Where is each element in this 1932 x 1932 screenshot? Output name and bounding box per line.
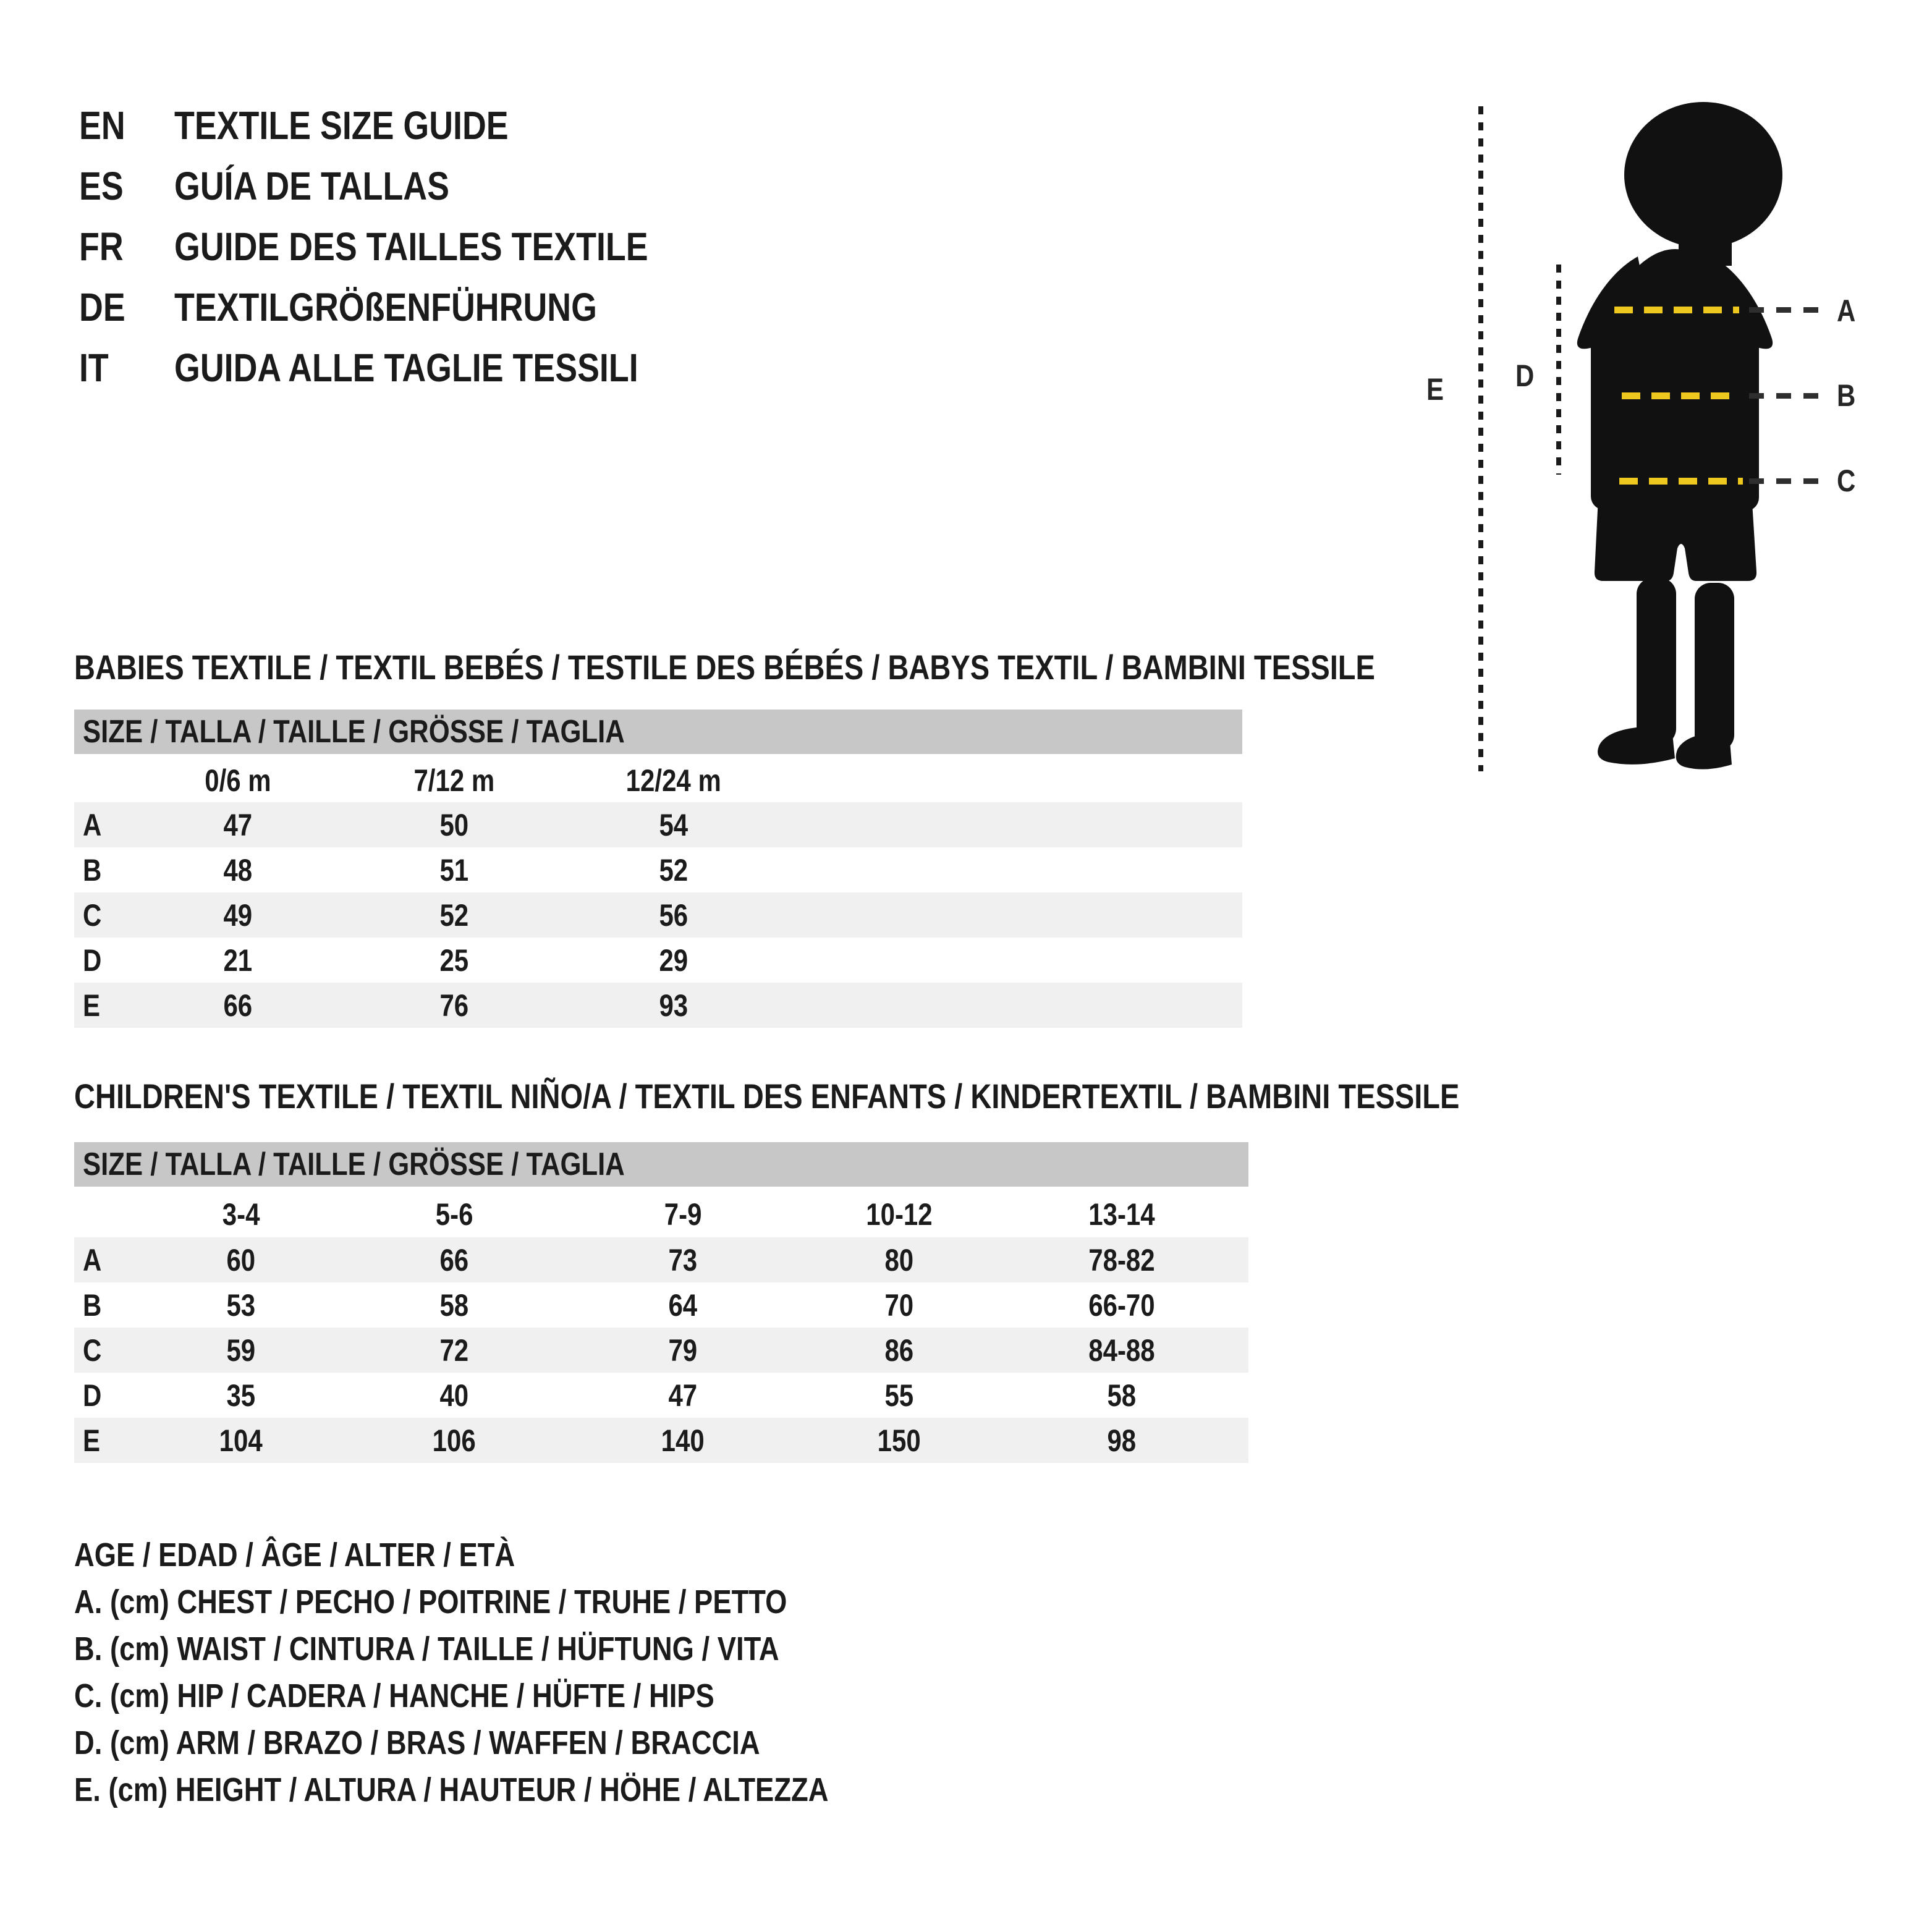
arm-measure-line: [1556, 265, 1561, 475]
table-cell: 48: [223, 852, 253, 888]
table-row: [74, 1328, 1248, 1373]
row-label: C: [83, 1332, 102, 1368]
table-row: [74, 1282, 1248, 1328]
silhouette-right-leg: [1695, 583, 1734, 751]
table-row: [74, 1237, 1248, 1282]
column-header: 0/6 m: [205, 763, 271, 798]
table-cell: 47: [668, 1378, 698, 1413]
table-cell: 35: [226, 1378, 256, 1413]
legend-line-chest: A. (cm) CHEST / PECHO / POITRINE / TRUHE / PETTO: [74, 1583, 787, 1621]
language-code: DE: [79, 285, 125, 329]
table-row: [74, 983, 1242, 1028]
column-header: 5-6: [435, 1197, 473, 1232]
chest-leader-line: [1749, 307, 1821, 313]
table-cell: 150: [877, 1423, 922, 1458]
label-hip: C: [1837, 464, 1856, 498]
table-cell: 52: [659, 852, 688, 888]
language-code: EN: [79, 103, 125, 148]
language-code: ES: [79, 164, 124, 208]
column-header: 7-9: [664, 1197, 702, 1232]
row-label: E: [83, 1423, 101, 1458]
table-cell: 53: [226, 1287, 256, 1323]
table-cell: 80: [884, 1242, 914, 1277]
table-cell: 21: [223, 943, 253, 978]
table-cell: 59: [226, 1332, 256, 1368]
table-cell: 66: [223, 988, 253, 1023]
row-label: C: [83, 897, 102, 933]
table-cell: 52: [439, 897, 469, 933]
table-cell: 58: [1107, 1378, 1137, 1413]
silhouette-right-shoe: [1676, 734, 1732, 769]
table-cell: 106: [432, 1423, 477, 1458]
hip-measure-line: [1619, 478, 1743, 485]
legend-line-arm: D. (cm) ARM / BRAZO / BRAS / WAFFEN / BRACCIA: [74, 1724, 760, 1761]
silhouette-left-leg: [1637, 578, 1676, 745]
hip-leader-line: [1749, 478, 1821, 484]
legend-line-hip: C. (cm) HIP / CADERA / HANCHE / HÜFTE / HIPS: [74, 1677, 714, 1714]
table-row: [74, 1418, 1248, 1463]
row-label: B: [83, 852, 102, 888]
children-size-table: [74, 1192, 1248, 1463]
waist-leader-line: [1749, 393, 1821, 399]
column-header: 3-4: [222, 1197, 260, 1232]
language-code: FR: [79, 224, 124, 269]
table-cell: 72: [439, 1332, 469, 1368]
table-cell: 76: [439, 988, 469, 1023]
table-cell: 60: [226, 1242, 256, 1277]
language-title: GUIDE DES TAILLES TEXTILE: [174, 224, 648, 269]
language-title: TEXTILE SIZE GUIDE: [174, 103, 509, 148]
table-cell: 78-82: [1088, 1242, 1155, 1277]
silhouette-left-shoe: [1598, 727, 1675, 765]
label-height: E: [1426, 372, 1444, 407]
row-label: E: [83, 988, 101, 1023]
table-cell: 54: [659, 807, 688, 842]
table-cell: 40: [439, 1378, 469, 1413]
babies-section-title: BABIES TEXTILE / TEXTIL BEBÉS / TESTILE DES BÉBÉS / BABYS TEXTIL / BAMBINI TESSILE: [74, 648, 1375, 687]
table-cell: 98: [1107, 1423, 1137, 1458]
children-size-header-text: SIZE / TALLA / TAILLE / GRÖSSE / TAGLIA: [83, 1146, 625, 1182]
table-cell: 79: [668, 1332, 698, 1368]
table-row: [74, 802, 1242, 847]
babies-size-header-bar: [74, 710, 1242, 754]
row-label: D: [83, 943, 102, 978]
row-label: A: [83, 1242, 102, 1277]
legend-line-height: E. (cm) HEIGHT / ALTURA / HAUTEUR / HÖHE / ALTEZZA: [74, 1771, 829, 1808]
table-cell: 29: [659, 943, 688, 978]
table-cell: 70: [884, 1287, 914, 1323]
babies-size-table: [74, 759, 1242, 1028]
table-cell: 66-70: [1088, 1287, 1155, 1323]
table-cell: 104: [219, 1423, 263, 1458]
table-cell: 64: [668, 1287, 698, 1323]
row-label: A: [83, 807, 102, 842]
language-code: IT: [79, 345, 109, 390]
children-section-title: CHILDREN'S TEXTILE / TEXTIL NIÑO/A / TEXTIL DES ENFANTS / KINDERTEXTIL / BAMBINI TESSILE: [74, 1077, 1460, 1116]
language-title: GUÍA DE TALLAS: [174, 164, 449, 208]
row-label: B: [83, 1287, 102, 1323]
chest-measure-line: [1614, 307, 1739, 313]
column-header: 12/24 m: [625, 763, 722, 798]
children-column-header-row: [74, 1192, 1248, 1237]
table-cell: 50: [439, 807, 469, 842]
table-cell: 86: [884, 1332, 914, 1368]
table-cell: 66: [439, 1242, 469, 1277]
table-cell: 93: [659, 988, 688, 1023]
label-waist: B: [1837, 378, 1856, 413]
table-row: [74, 847, 1242, 892]
column-header: 13-14: [1088, 1197, 1155, 1232]
silhouette-shorts: [1595, 473, 1756, 581]
language-title: TEXTILGRÖßENFÜHRUNG: [174, 285, 597, 329]
table-cell: 58: [439, 1287, 469, 1323]
table-cell: 140: [661, 1423, 705, 1458]
table-row: [74, 938, 1242, 983]
babies-size-header-text: SIZE / TALLA / TAILLE / GRÖSSE / TAGLIA: [83, 714, 625, 750]
language-title: GUIDA ALLE TAGLIE TESSILI: [174, 345, 638, 390]
table-cell: 25: [439, 943, 469, 978]
table-cell: 49: [223, 897, 253, 933]
legend-line-waist: B. (cm) WAIST / CINTURA / TAILLE / HÜFTUNG / VITA: [74, 1630, 779, 1667]
label-chest: A: [1837, 294, 1856, 328]
table-row: [74, 892, 1242, 938]
legend-line-age: AGE / EDAD / ÂGE / ALTER / ETÀ: [74, 1536, 515, 1574]
table-cell: 84-88: [1088, 1332, 1155, 1368]
table-cell: 47: [223, 807, 253, 842]
label-arm: D: [1515, 358, 1535, 393]
table-row: [74, 1373, 1248, 1418]
table-cell: 56: [659, 897, 688, 933]
column-header: 10-12: [866, 1197, 933, 1232]
table-cell: 51: [439, 852, 469, 888]
children-size-header-bar: [74, 1142, 1248, 1187]
babies-column-header-row: [74, 759, 1242, 802]
row-label: D: [83, 1378, 102, 1413]
table-cell: 55: [884, 1378, 914, 1413]
column-header: 7/12 m: [413, 763, 495, 798]
table-cell: 73: [668, 1242, 698, 1277]
waist-measure-line: [1622, 392, 1735, 399]
